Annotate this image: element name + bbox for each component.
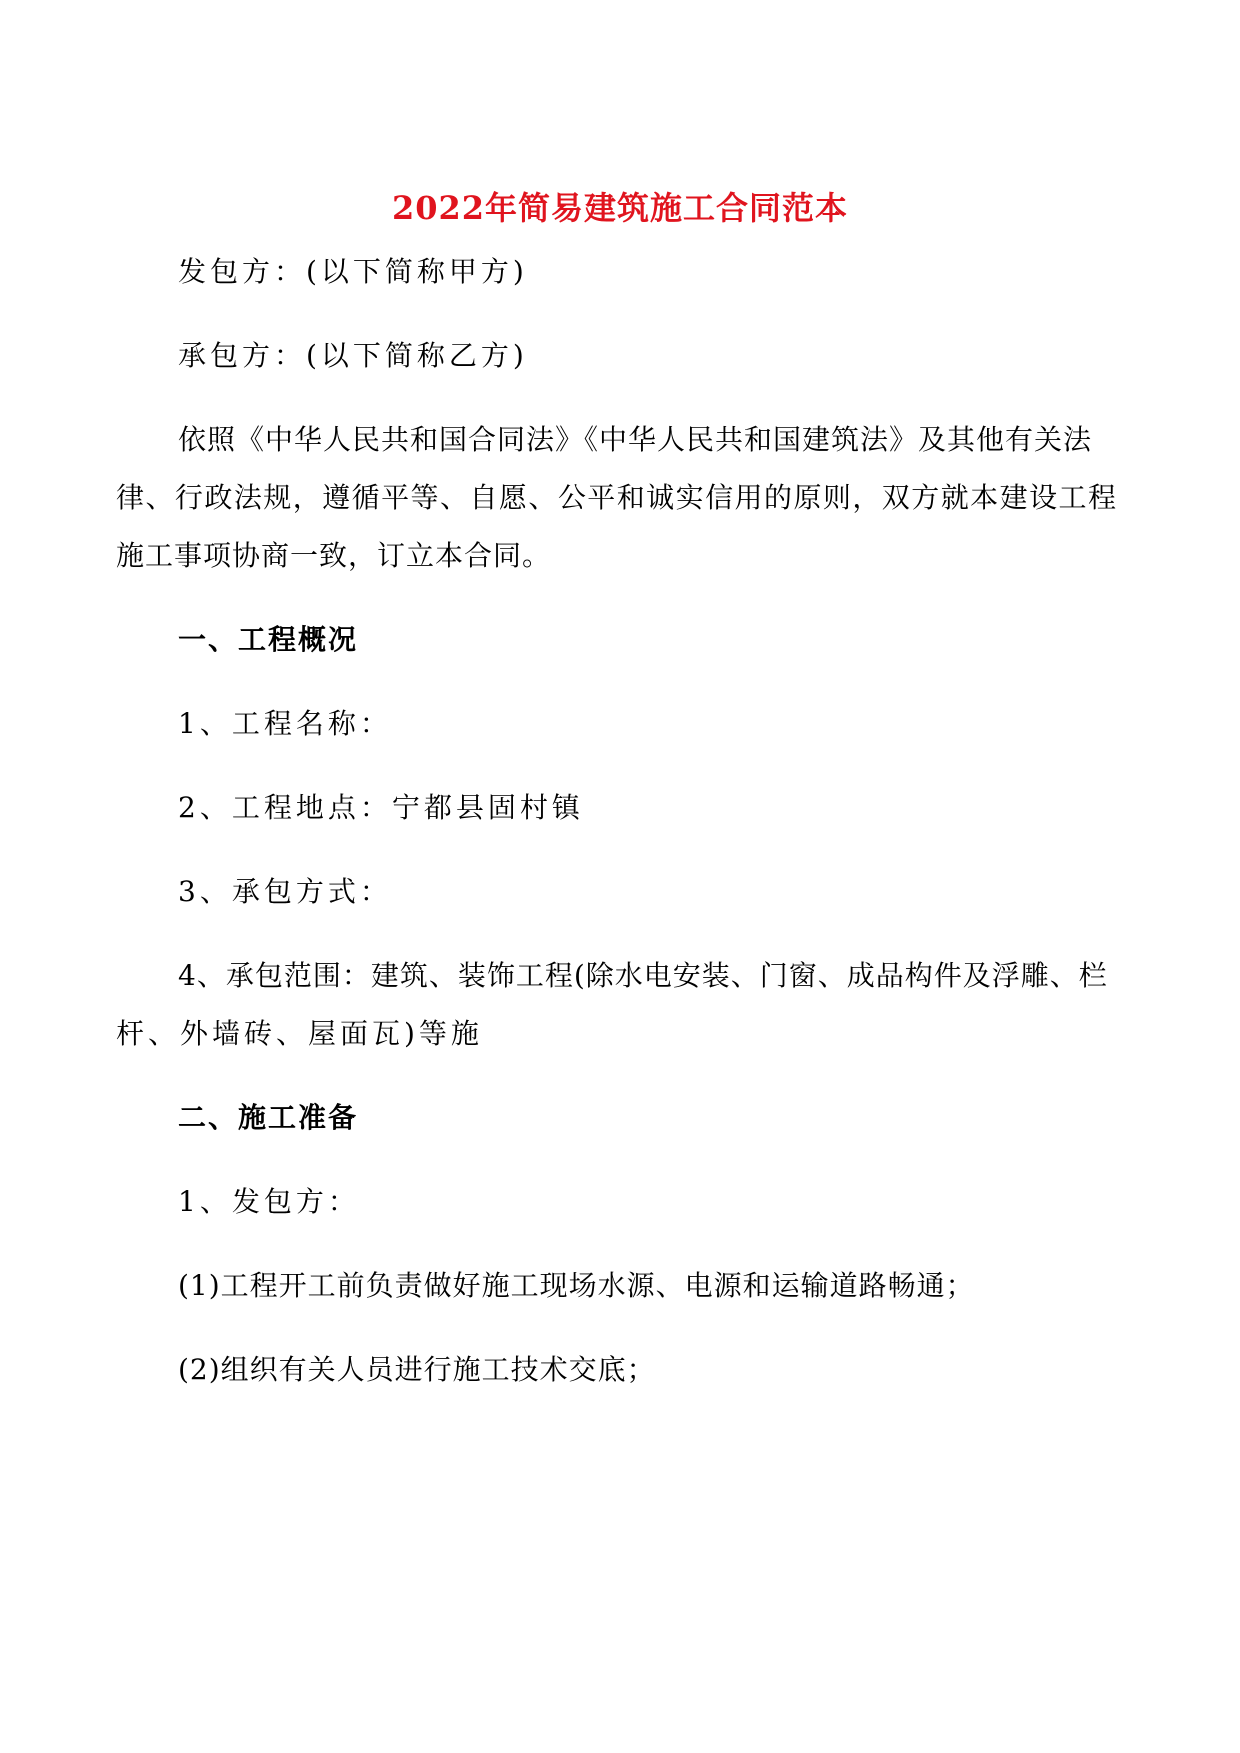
party-b-line: 承包方：(以下简称乙方) [178,339,528,372]
section-2-sub-1: (1)工程开工前负责做好施工现场水源、电源和运输道路畅通； [178,1269,975,1302]
section-1-heading: 一、工程概况 [178,623,359,656]
intro-line-2: 律、行政法规，遵循平等、自愿、公平和诚实信用的原则，双方就本建设工程 [116,481,1116,514]
section-2-sub-2: (2)组织有关人员进行施工技术交底； [178,1353,656,1386]
section-1-item-2: 2、工程地点：宁都县固村镇 [178,791,584,824]
document-title: 2022年简易建筑施工合同范本 [391,189,849,227]
section-1-item-1: 1、工程名称： [178,707,392,740]
section-1-item-4-line-1: 4、承包范围：建筑、装饰工程(除水电安装、门窗、成品构件及浮雕、栏 [178,959,1108,992]
section-2-heading: 二、施工准备 [178,1101,359,1134]
section-1-item-3: 3、承包方式： [178,875,392,908]
intro-line-3: 施工事项协商一致，订立本合同。 [116,539,552,572]
section-2-item-1: 1、发包方： [178,1185,360,1218]
party-a-line: 发包方：(以下简称甲方) [178,255,528,288]
intro-line-1: 依照《中华人民共和国合同法》《中华人民共和国建筑法》及其他有关法 [178,423,1093,456]
section-1-item-4-line-2: 杆、外墙砖、屋面瓦)等施 [116,1017,483,1050]
